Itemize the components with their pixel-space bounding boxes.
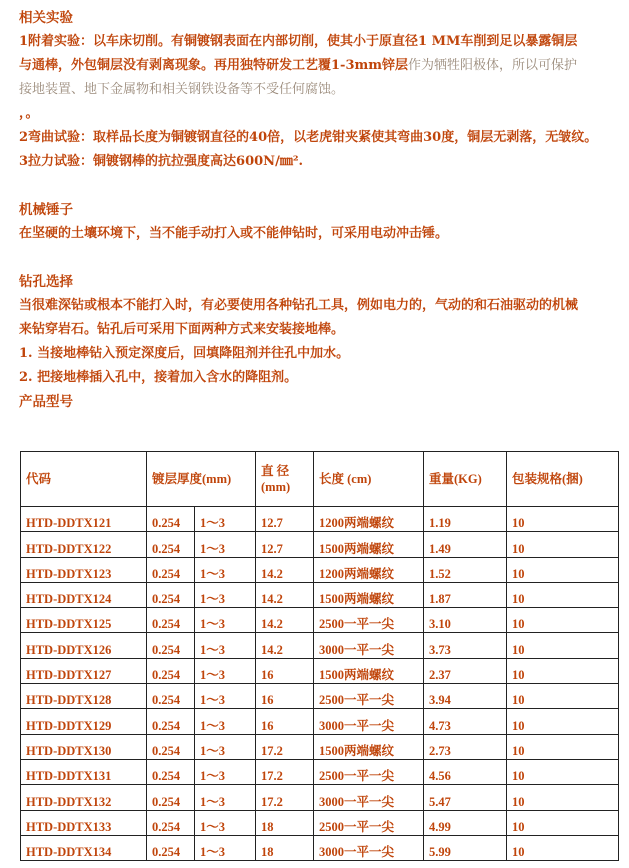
cell-pack: 10 [507,810,619,835]
cell-diameter: 17.2 [256,734,314,759]
table-row [21,785,619,810]
table-header-row [21,452,619,507]
cell-length: 1200两端螺纹 [314,507,424,532]
cell-code: HTD-DDTX121 [21,507,147,532]
cell-code: HTD-DDTX127 [21,658,147,683]
cell-code: HTD-DDTX124 [21,582,147,607]
cell-diameter: 12.7 [256,532,314,557]
cell-pack: 10 [507,582,619,607]
drill-text-line-2: 来钻穿岩石。钻孔后可采用下面两种方式来安装接地棒。 [19,322,345,337]
table-row [21,810,619,835]
cell-thickness: 0.254 [147,633,195,658]
cell-thickness: 0.254 [147,759,195,784]
cell-code: HTD-DDTX125 [21,608,147,633]
cell-thickness: 0.254 [147,507,195,532]
drill-text-line-1: 当很难深钻或根本不能打入时，有必要使用各种钻孔工具，例如电力的，气动的和石油驱动的机械 [19,298,579,313]
cell-weight: 4.56 [424,759,507,784]
cell-thickness-range: 1～3 [195,658,256,683]
section-title-drill: 钻孔选择 [19,274,73,290]
drill-step-2: 2. 把接地棒插入孔中，接着加入含水的降阻剂。 [19,370,298,385]
product-spec-table [20,451,619,861]
cell-weight: 1.87 [424,582,507,607]
table-row [21,557,619,582]
cell-length: 3000一平一尖 [314,835,424,860]
cell-weight: 5.99 [424,835,507,860]
cell-length: 2500一平一尖 [314,810,424,835]
cell-code: HTD-DDTX130 [21,734,147,759]
table-row [21,532,619,557]
cell-code: HTD-DDTX132 [21,785,147,810]
cell-thickness: 0.254 [147,709,195,734]
cell-length: 2500一平一尖 [314,608,424,633]
cell-weight: 2.37 [424,658,507,683]
test-item-1-line-2-gray: 作为牺牲阳极体，所以可保护 [408,58,578,73]
cell-pack: 10 [507,658,619,683]
cell-pack: 10 [507,734,619,759]
cell-length: 3000一平一尖 [314,709,424,734]
cell-code: HTD-DDTX128 [21,684,147,709]
table-row [21,835,619,860]
cell-length: 1500两端螺纹 [314,532,424,557]
cell-thickness-range: 1～3 [195,835,256,860]
cell-thickness: 0.254 [147,608,195,633]
cell-diameter: 16 [256,709,314,734]
table-row [21,759,619,784]
document-body [19,6,619,414]
cell-thickness: 0.254 [147,810,195,835]
cell-weight: 4.73 [424,709,507,734]
cell-pack: 10 [507,835,619,860]
cell-thickness: 0.254 [147,532,195,557]
cell-weight: 1.52 [424,557,507,582]
cell-diameter: 17.2 [256,785,314,810]
cell-thickness: 0.254 [147,582,195,607]
cell-thickness: 0.254 [147,684,195,709]
cell-thickness-range: 1～3 [195,507,256,532]
section-title-hammer: 机械锤子 [19,202,73,218]
test-item-1-line-3: 接地装置、地下金属物和相关钢铁设备等不受任何腐蚀。 [19,82,345,97]
cell-pack: 10 [507,709,619,734]
header-pack: 包装规格(捆) [507,452,619,507]
header-thickness: 镀层厚度(mm) [147,452,256,507]
cell-thickness-range: 1～3 [195,557,256,582]
cell-diameter: 14.2 [256,557,314,582]
cell-weight: 4.99 [424,810,507,835]
cell-code: HTD-DDTX131 [21,759,147,784]
cell-length: 2500一平一尖 [314,759,424,784]
cell-code: HTD-DDTX134 [21,835,147,860]
test-item-1-line-1: 1附着实验：以车床切削。有铜镀钢表面在内部切削，使其小于原直径1 MM车削到足以暴露铜层 [19,34,578,49]
cell-weight: 1.49 [424,532,507,557]
cell-diameter: 14.2 [256,633,314,658]
drill-step-1: 1. 当接地棒钻入预定深度后，回填降阻剂并往孔中加水。 [19,346,350,361]
test-item-3: 3拉力试验：铜镀钢棒的抗拉强度高达600N/㎜². [19,154,304,169]
cell-diameter: 16 [256,658,314,683]
cell-pack: 10 [507,759,619,784]
cell-thickness-range: 1～3 [195,709,256,734]
cell-diameter: 18 [256,810,314,835]
test-item-1-line-2 [19,54,619,78]
cell-weight: 3.94 [424,684,507,709]
header-code: 代码 [21,452,147,507]
cell-thickness-range: 1～3 [195,633,256,658]
cell-length: 2500一平一尖 [314,684,424,709]
cell-diameter: 18 [256,835,314,860]
table-row [21,684,619,709]
cell-diameter: 16 [256,684,314,709]
cell-weight: 5.47 [424,785,507,810]
cell-diameter: 12.7 [256,507,314,532]
cell-thickness: 0.254 [147,658,195,683]
cell-diameter: 14.2 [256,608,314,633]
cell-length: 3000一平一尖 [314,633,424,658]
test-item-1-line-2-bold: 与通棒，外包铜层没有剥离现象。再用独特研发工艺覆1-3mm锌层 [19,58,408,73]
test-item-2: 2弯曲试验：取样品长度为铜镀钢直径的40倍，以老虎钳夹紧使其弯曲30度，铜层无剥落，无皱纹。 [19,130,598,145]
cell-code: HTD-DDTX129 [21,709,147,734]
cell-thickness-range: 1～3 [195,759,256,784]
cell-thickness-range: 1～3 [195,785,256,810]
cell-pack: 10 [507,633,619,658]
header-diameter: 直 径 (mm) [256,452,314,507]
cell-length: 1500两端螺纹 [314,658,424,683]
cell-pack: 10 [507,507,619,532]
cell-pack: 10 [507,608,619,633]
table-row [21,608,619,633]
cell-pack: 10 [507,532,619,557]
cell-weight: 3.73 [424,633,507,658]
cell-length: 1500两端螺纹 [314,734,424,759]
cell-pack: 10 [507,684,619,709]
cell-weight: 3.10 [424,608,507,633]
cell-length: 1200两端螺纹 [314,557,424,582]
table-row [21,507,619,532]
punctuation-marks: ，。 [19,106,39,121]
cell-weight: 2.73 [424,734,507,759]
table-body [21,507,619,861]
cell-code: HTD-DDTX122 [21,532,147,557]
cell-code: HTD-DDTX123 [21,557,147,582]
section-title-tests: 相关实验 [19,10,73,26]
cell-length: 1500两端螺纹 [314,582,424,607]
cell-pack: 10 [507,785,619,810]
cell-thickness: 0.254 [147,835,195,860]
models-title: 产品型号 [19,394,73,410]
cell-thickness-range: 1～3 [195,810,256,835]
table-row [21,633,619,658]
table-row [21,582,619,607]
table-row [21,709,619,734]
cell-thickness: 0.254 [147,734,195,759]
cell-code: HTD-DDTX133 [21,810,147,835]
cell-thickness: 0.254 [147,785,195,810]
table-row [21,734,619,759]
cell-thickness-range: 1～3 [195,582,256,607]
cell-thickness-range: 1～3 [195,532,256,557]
cell-thickness-range: 1～3 [195,734,256,759]
cell-diameter: 14.2 [256,582,314,607]
cell-thickness-range: 1～3 [195,684,256,709]
cell-code: HTD-DDTX126 [21,633,147,658]
cell-pack: 10 [507,557,619,582]
cell-diameter: 17.2 [256,759,314,784]
cell-thickness: 0.254 [147,557,195,582]
header-length: 长度 (cm) [314,452,424,507]
hammer-text: 在坚硬的土壤环境下，当不能手动打入或不能伸钻时，可采用电动冲击锤。 [19,226,449,241]
table-row [21,658,619,683]
cell-thickness-range: 1～3 [195,608,256,633]
cell-weight: 1.19 [424,507,507,532]
header-weight: 重量(KG) [424,452,507,507]
cell-length: 3000一平一尖 [314,785,424,810]
